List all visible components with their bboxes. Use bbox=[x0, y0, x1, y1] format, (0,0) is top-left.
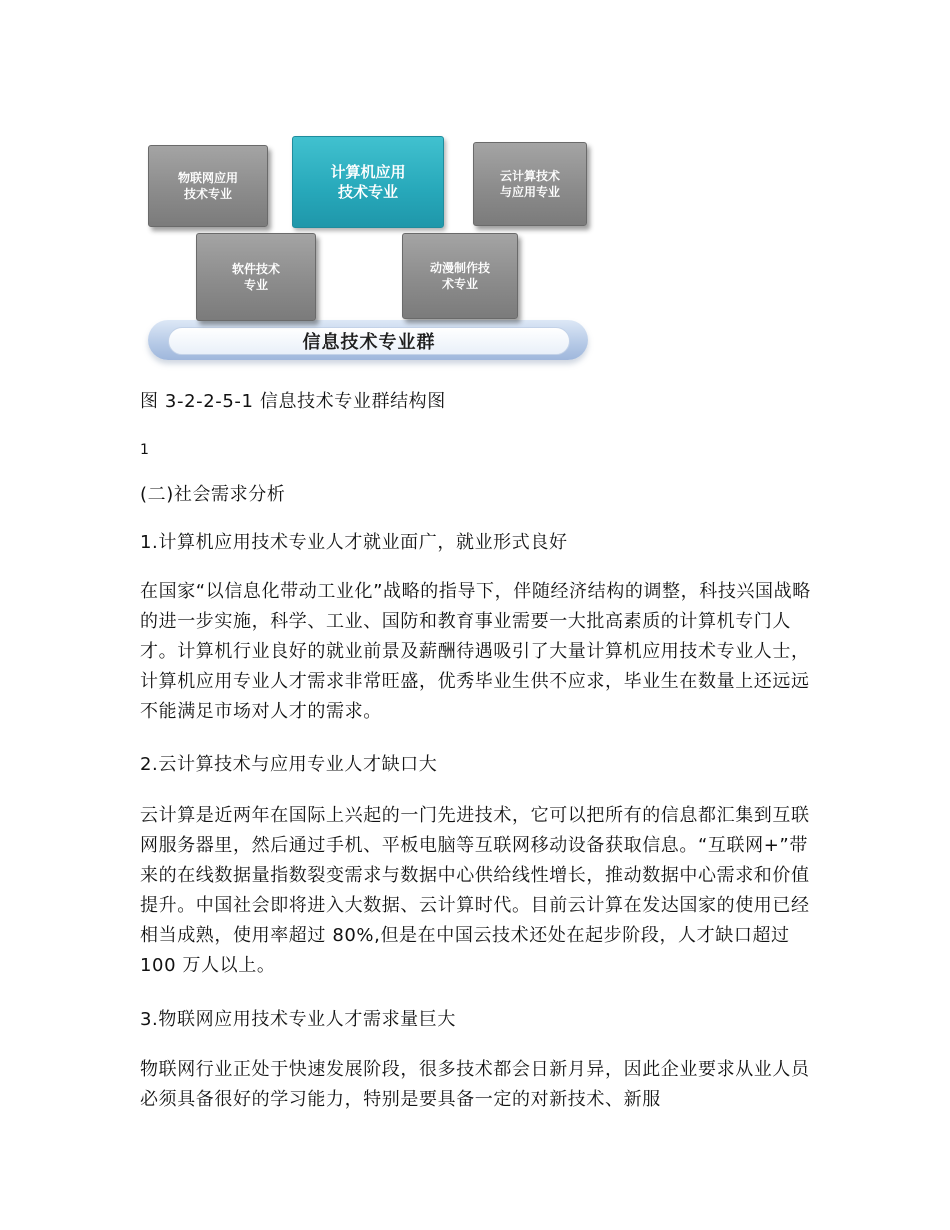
box-software-label: 软件技术 专业 bbox=[231, 261, 280, 292]
page-number: 1 bbox=[140, 442, 150, 458]
box-iot-label: 物联网应用 技术专业 bbox=[177, 170, 238, 201]
box-iot-major bbox=[148, 145, 268, 227]
section-title: (二)社会需求分析 bbox=[140, 484, 286, 505]
platform-label: 信息技术专业群 bbox=[168, 327, 570, 355]
box-cloud-label: 云计算技术 与应用专业 bbox=[499, 168, 560, 199]
box-computer-label: 计算机应用 技术专业 bbox=[330, 162, 406, 201]
box-software-major bbox=[196, 233, 316, 321]
item-body-2: 云计算是近两年在国际上兴起的一门先进技术，它可以把所有的信息都汇集到互联网服务器里，然后通过手机、平板电脑等互联网移动设备获取信息。“互联网+”带来的在线数据量指数裂变需求与数据中心供给线性增长，推动数据中心需求和价值提升。中国社会即将进入大数据、云计算时代。目前云计算在发达国家的使用已经相当成熟，使用率超过 80%,但是在中国云技术还处在起步阶段，人才缺口超过 100 万人以上。 bbox=[140, 805, 810, 976]
box-animation-major bbox=[402, 233, 518, 319]
item-heading-3: 3.物联网应用技术专业人才需求量巨大 bbox=[140, 1009, 456, 1030]
item-body-3: 物联网行业正处于快速发展阶段，很多技术都会日新月异，因此企业要求从业人员必须具备很好的学习能力，特别是要具备一定的对新技术、新服 bbox=[140, 1059, 810, 1110]
platform-base bbox=[148, 320, 588, 360]
box-animation-label: 动漫制作技 术专业 bbox=[429, 260, 490, 291]
item-heading-2: 2.云计算技术与应用专业人才缺口大 bbox=[140, 754, 438, 775]
box-computer-major bbox=[292, 136, 444, 228]
figure-caption: 图 3-2-2-5-1 信息技术专业群结构图 bbox=[140, 391, 446, 412]
structure-diagram bbox=[140, 130, 595, 365]
item-heading-1: 1.计算机应用技术专业人才就业面广，就业形式良好 bbox=[140, 532, 568, 553]
box-cloud-major bbox=[473, 142, 587, 226]
item-body-1: 在国家“以信息化带动工业化”战略的指导下，伴随经济结构的调整，科技兴国战略的进一步实施，科学、工业、国防和教育事业需要一大批高素质的计算机专门人才。计算机行业良好的就业前景及薪酬待遇吸引了大量计算机应用技术专业人士，计算机应用专业人才需求非常旺盛，优秀毕业生供不应求，毕业生在数量上还远远不能满足市场对人才的需求。 bbox=[140, 581, 811, 722]
